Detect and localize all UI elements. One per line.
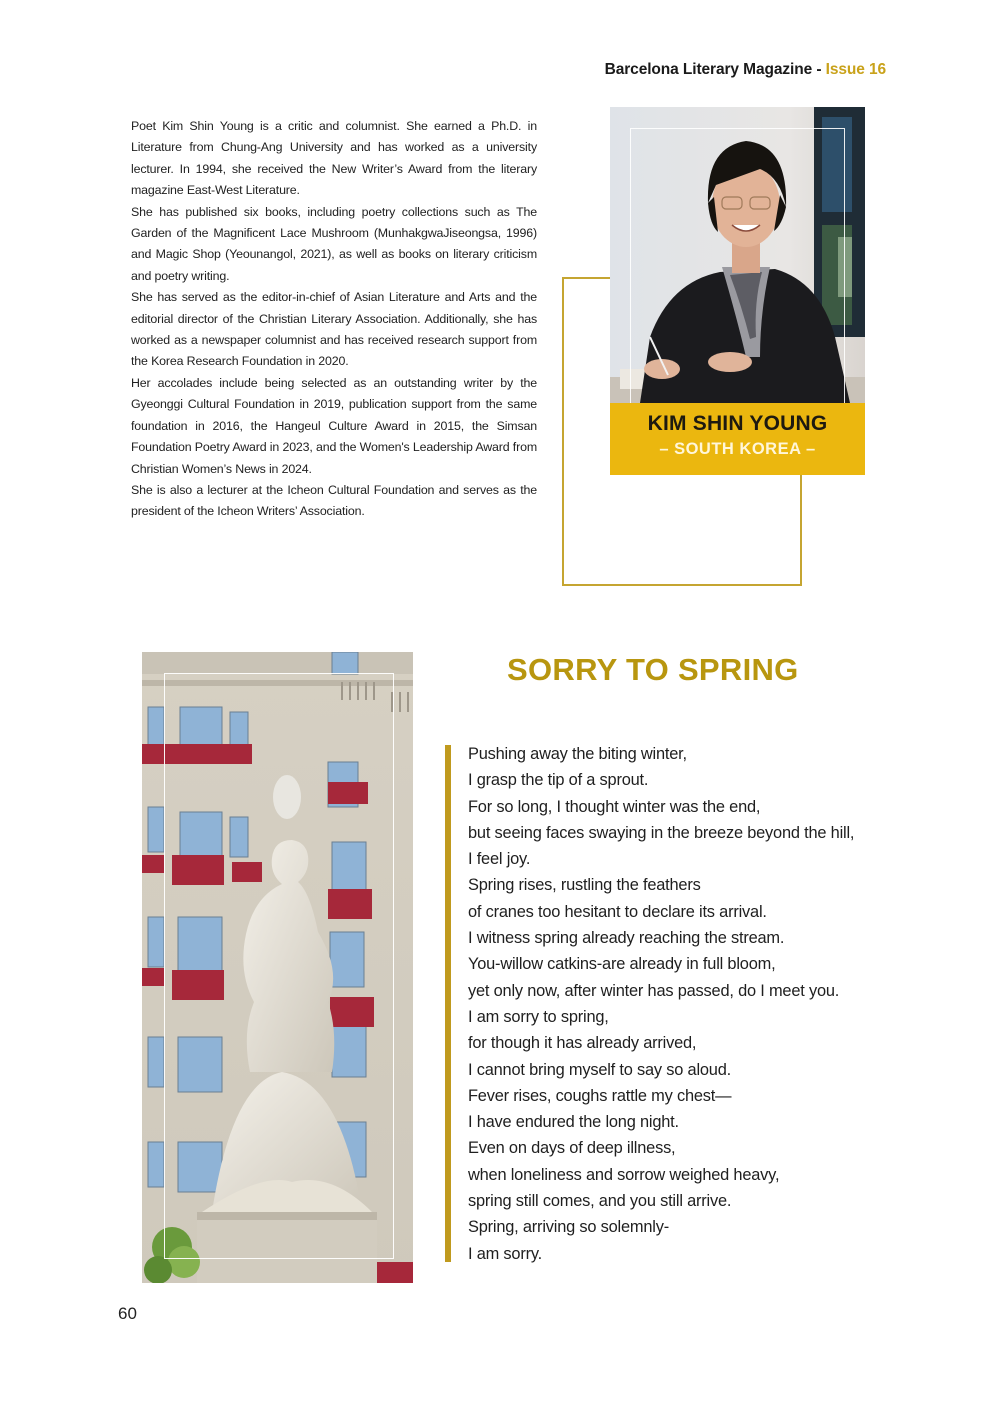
bio-paragraph: Poet Kim Shin Young is a critic and columnist. She earned a Ph.D. in Literature from Chung-Ang University and has worked as a university lecturer. In 1994, she received the New Writer’s Award from the literary magazine East-West Literature.	[131, 119, 537, 198]
author-name: KIM SHIN YOUNG	[647, 412, 828, 435]
statue-photo	[142, 652, 413, 1283]
poem-title: SORRY TO SPRING	[507, 652, 799, 687]
poem-line: Even on days of deep illness,	[468, 1139, 676, 1158]
poem-line: yet only now, after winter has passed, do I meet you.	[468, 981, 840, 1000]
poem-accent-bar	[445, 745, 451, 1262]
bio-paragraph: Her accolades include being selected as an outstanding writer by the Gyeonggi Cultural Foundation in 2019, publication support from the same foundation in 2016, the Hangeul Culture Award in 2015, the Simsan Foundation Poetry Award in 2023, and the Women's Leadership Award from Christian Women’s News in 2024.	[131, 375, 537, 476]
poem-line: for though it has already arrived,	[468, 1034, 697, 1053]
poem-line: Spring rises, rustling the feathers	[468, 876, 701, 895]
poem-line: Spring, arriving so solemnly-	[468, 1218, 669, 1237]
poem-line: of cranes too hesitant to declare its arrival.	[468, 902, 767, 921]
poem-line: I grasp the tip of a sprout.	[468, 771, 649, 790]
bio-paragraph: She has published six books, including poetry collections such as The Garden of the Magnificent Lace Mushroom (MunhakgwaJiseongsa, 1996) and Magic Shop (Yeounangol, 2021), as well as books on literary criticism and poetry writing.	[131, 204, 537, 283]
author-country: – SOUTH KOREA –	[659, 440, 816, 458]
running-header	[605, 61, 886, 79]
poem-line: Pushing away the biting winter,	[468, 745, 687, 763]
statue-inner-frame	[164, 673, 394, 1259]
poem-line: Fever rises, coughs rattle my chest—	[468, 1086, 732, 1105]
poem-line: I am sorry.	[468, 1244, 542, 1263]
portrait-inner-frame	[630, 128, 845, 403]
magazine-title: Barcelona Literary Magazine	[604, 61, 813, 78]
bio-paragraph: She is also a lecturer at the Icheon Cultural Foundation and serves as the president of the Icheon Writers’ Association.	[131, 482, 537, 519]
poem-line: spring still comes, and you still arrive.	[468, 1192, 732, 1211]
poem-line: I am sorry to spring,	[468, 1007, 609, 1026]
page-number: 60	[118, 1304, 137, 1323]
poem-line: You-willow catkins-are already in full bloom,	[468, 955, 776, 974]
author-biography	[131, 116, 537, 523]
issue-label: Issue 16	[825, 61, 886, 78]
poem-body	[468, 741, 888, 1267]
bio-paragraph: She has served as the editor-in-chief of Asian Literature and Arts and the editorial director of the Christian Literary Association. Additionally, she has worked as a newspaper columnist and has received research support from the Korea Research Foundation in 2020.	[131, 290, 537, 369]
poem-line: I cannot bring myself to say so aloud.	[468, 1060, 731, 1079]
poem-line: I have endured the long night.	[468, 1113, 679, 1132]
poem-line: For so long, I thought winter was the end,	[468, 797, 761, 816]
poem-line: when loneliness and sorrow weighed heavy,	[468, 1165, 780, 1184]
header-separator: -	[812, 61, 826, 78]
author-portrait-photo	[610, 107, 865, 403]
poem-line: I witness spring already reaching the stream.	[468, 929, 785, 948]
author-name-plate	[610, 403, 865, 475]
poem-line: but seeing faces swaying in the breeze beyond the hill,	[468, 823, 855, 842]
poem-line: I feel joy.	[468, 850, 531, 869]
